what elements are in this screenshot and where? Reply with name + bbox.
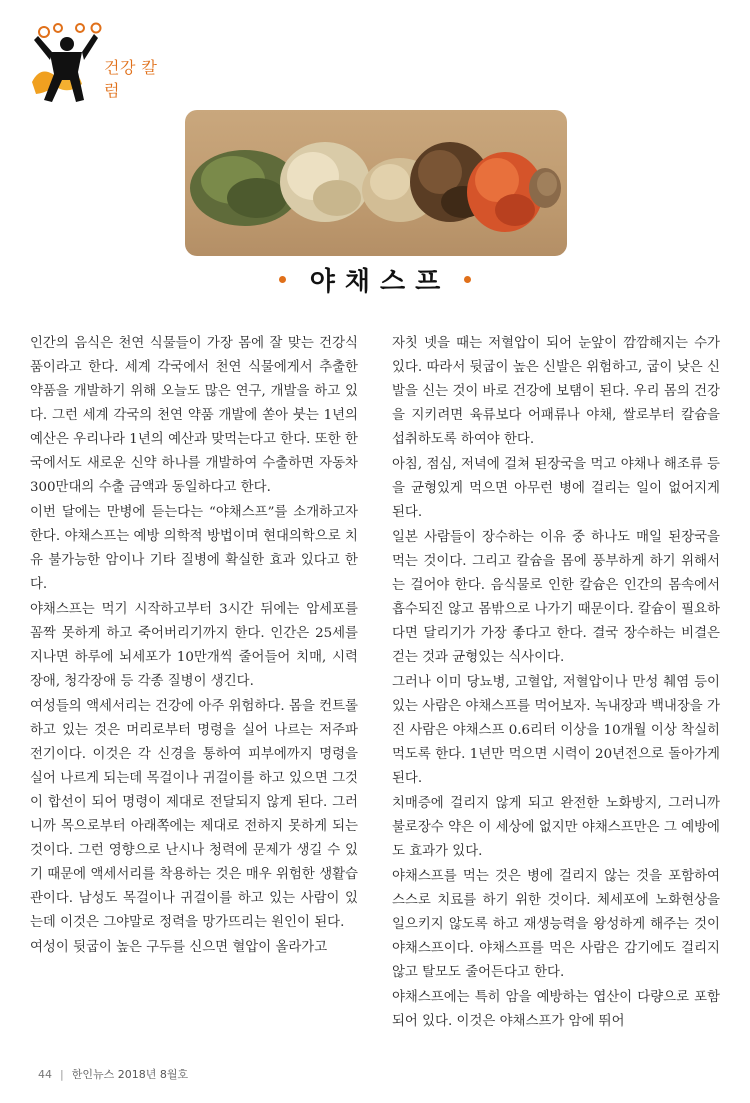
footer-separator: | [60, 1068, 64, 1081]
paragraph: 이번 달에는 만병에 듣는다는 “야채스프”를 소개하고자 한다. 야채스프는 예방 의학적 방법이며 현대의학으로 치유 불가능한 암이나 기타 질병에 확실한 효과 있다고 한다. [30, 505, 358, 592]
bullet-dot-icon [279, 276, 286, 283]
page-number: 44 [38, 1068, 52, 1081]
paragraph: 야채스프에는 특히 암을 예방하는 엽산이 다량으로 포함되어 있다. 이것은 야채스프가 암에 뛰어 [392, 990, 720, 1029]
paragraph: 아침, 점심, 저녁에 걸쳐 된장국을 먹고 야채나 해조류 등을 균형있게 먹으면 아무런 병에 걸리는 일이 없어지게 된다. [392, 457, 720, 520]
bullet-dot-icon [464, 276, 471, 283]
article-title-row [0, 258, 750, 300]
paragraph: 여성들의 액세서리는 건강에 아주 위험하다. 몸을 컨트롤하고 있는 것은 머리로부터 명령을 실어 나르는 저주파 전기이다. 이것은 각 신경을 통하여 피부에까지 명령을 실어 나르게 되는데 목걸이나 귀걸이를 하고 있으면 그것이 합선이 되어 명령이 제대로 전달되지 않게 된다. 그러니까 목으로부터 아래쪽에는 제대로 전하지 못하게 되는 것이다. 그런 영향으로 난시나 청력에 문제가 생길 수 있기 때문에 액세서리를 착용하는 것은 매우 위험한 생활습관이다. 남성도 목걸이나 귀걸이를 하고 있는 사람이 있는데 이것은 그야말로 정력을 망가뜨리는 원인이 된다. [30, 699, 358, 930]
page-footer [38, 1066, 188, 1082]
publication-name: 한인뉴스 2018년 8월호 [71, 1068, 189, 1081]
paragraph: 그러나 이미 당뇨병, 고혈압, 저혈압이나 만성 췌염 등이 있는 사람은 야채스프를 먹어보자. 녹내장과 백내장을 가진 사람은 야채스프 0.6리터 이상을 10개월 이상 착실히 먹도록 한다. 1년만 먹으면 시력이 20년전으로 돌아가게 된다. [392, 675, 720, 786]
juggler-figure-icon [22, 22, 112, 107]
paragraph: 치매증에 걸리지 않게 되고 완전한 노화방지, 그러니까 불로장수 약은 이 세상에 없지만 야채스프만은 그 예방에도 효과가 있다. [392, 796, 720, 859]
paragraph: 일본 사람들이 장수하는 이유 중 하나도 매일 된장국을 먹는 것이다. 그리고 칼슘을 몸에 풍부하게 하기 위해서는 걸어야 한다. 음식물로 인한 칼슘은 인간의 몸속에서 흡수되진 않고 몸밖으로 나가기 때문이다. 칼슘이 필요하다면 달리기가 가장 좋다고 한다. 결국 장수하는 비결은 걷는 것과 균형있는 식사이다. [392, 530, 720, 665]
paragraph: 여성이 뒷굽이 높은 구두를 신으면 혈압이 올라가고 [30, 940, 328, 955]
section-logo [22, 22, 172, 107]
right-column [392, 332, 720, 1035]
paragraph: 자칫 넷을 때는 저혈압이 되어 눈앞이 깜깜해지는 수가 있다. 따라서 뒷굽이 높은 신발은 위험하고, 굽이 낮은 신발을 신는 것이 바로 건강에 보탬이 된다. 우리 몸의 건강을 지키려면 육류보다 어패류나 야채, 쌀로부터 칼슘을 섭취하도록 하여야 한다. [392, 336, 720, 447]
section-label: 건강 칼럼 [104, 58, 158, 100]
paragraph: 야채스프는 먹기 시작하고부터 3시간 뒤에는 암세포를 꼼짝 못하게 하고 죽어버리기까지 한다. 인간은 25세를 지나면 하루에 뇌세포가 10만개씩 줄어들어 치매, 시력장애, 청각장애 등 각종 질병이 생긴다. [30, 602, 358, 689]
paragraph: 인간의 음식은 천연 식물들이 가장 몸에 잘 맞는 건강식품이라고 한다. 세계 각국에서 천연 식물에게서 추출한 약품을 개발하기 위해 오늘도 많은 연구, 개발을 하고 있다. 그런 세계 각국의 천연 약품 개발에 쏟아 붓는 1년의 예산은 우리나라 1년의 예산과 맞먹는다고 한다. 또한 한국에서도 새로운 신약 하나를 개발하여 수출하면 자동차 300만대의 수출 금액과 동일하다고 한다. [30, 336, 358, 495]
article-title: 야채스프 [309, 266, 451, 297]
dried-vegetables-illustration [185, 110, 567, 256]
left-column [30, 332, 358, 961]
dried-vegetables-photo [185, 110, 567, 256]
paragraph: 야채스프를 먹는 것은 병에 걸리지 않는 것을 포함하여 스스로 치료를 하기 위한 것이다. 체세포에 노화현상을 일으키지 않도록 하고 재생능력을 왕성하게 해주는 것이 야채스프이다. 야채스프를 먹은 사람은 감기에도 걸리지 않고 탈모도 줄어든다고 한다. [392, 869, 720, 980]
